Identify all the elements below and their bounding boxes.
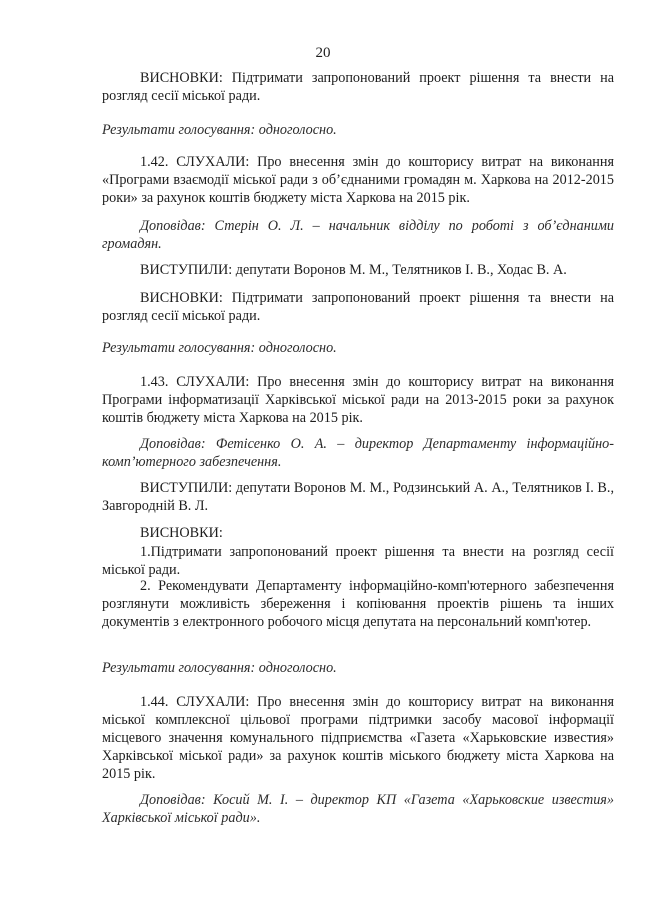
conclusion-item-2: 2. Рекомендувати Департаменту інформаційно-комп'ютерного забезпечення розглянути можливість збереження і копіювання проектів рішень та інших документів з електронного робочого місця депутата на персональний комп'ютер.: [102, 578, 614, 630]
speakers-paragraph: ВИСТУПИЛИ: депутати Воронов М. М., Телятников І. В., Ходас В. А.: [140, 262, 567, 278]
page-number: 20: [315, 45, 331, 61]
voting-result: Результати голосування: одноголосно.: [102, 122, 337, 138]
speakers-paragraph: ВИСТУПИЛИ: депутати Воронов М. М., Родзинський А. А., Телятников І. В., Завгородній В. Л.: [102, 480, 614, 514]
conclusions-heading: ВИСНОВКИ:: [140, 525, 223, 541]
conclusion-item-1: 1.Підтримати запропонований проект рішення та внести на розгляд сесії міської ради.: [102, 544, 614, 578]
conclusion-paragraph: ВИСНОВКИ: Підтримати запропонований проект рішення та внести на розгляд сесії міської ради.: [102, 70, 614, 104]
heard-item-1-43: 1.43. СЛУХАЛИ: Про внесення змін до кошторису витрат на виконання Програми інформатизації Харківської міської ради на 2013-2015 роки за рахунок коштів бюджету міста Харкова на 2015 рік.: [102, 374, 614, 426]
voting-result: Результати голосування: одноголосно.: [102, 660, 337, 676]
speaker-paragraph: Доповідав: Фетісенко О. А. – директор Департаменту інформаційно-комп’ютерного забезпечення.: [102, 436, 614, 470]
conclusion-paragraph: ВИСНОВКИ: Підтримати запропонований проект рішення та внести на розгляд сесії міської ради.: [102, 290, 614, 324]
voting-result: Результати голосування: одноголосно.: [102, 340, 337, 356]
heard-item-1-42: 1.42. СЛУХАЛИ: Про внесення змін до кошторису витрат на виконання «Програми взаємодії міської ради з об’єднаними громадян м. Харкова на 2012-2015 роки» за рахунок коштів бюджету міста Харкова на 2015 рік.: [102, 154, 614, 206]
heard-item-1-44: 1.44. СЛУХАЛИ: Про внесення змін до кошторису витрат на виконання міської комплексної цільової програми підтримки засобу масової інформації місцевого значення комунального підприємства «Газета «Харьковские известия» Харківської міської ради» за рахунок коштів міського бюджету міста Харкова на 2015 рік.: [102, 694, 614, 782]
speaker-paragraph: Доповідав: Косий М. І. – директор КП «Газета «Харьковские известия» Харківської міської ради».: [102, 792, 614, 826]
speaker-paragraph: Доповідав: Стерін О. Л. – начальник відділу по роботі з об’єднаними громадян.: [102, 218, 614, 252]
